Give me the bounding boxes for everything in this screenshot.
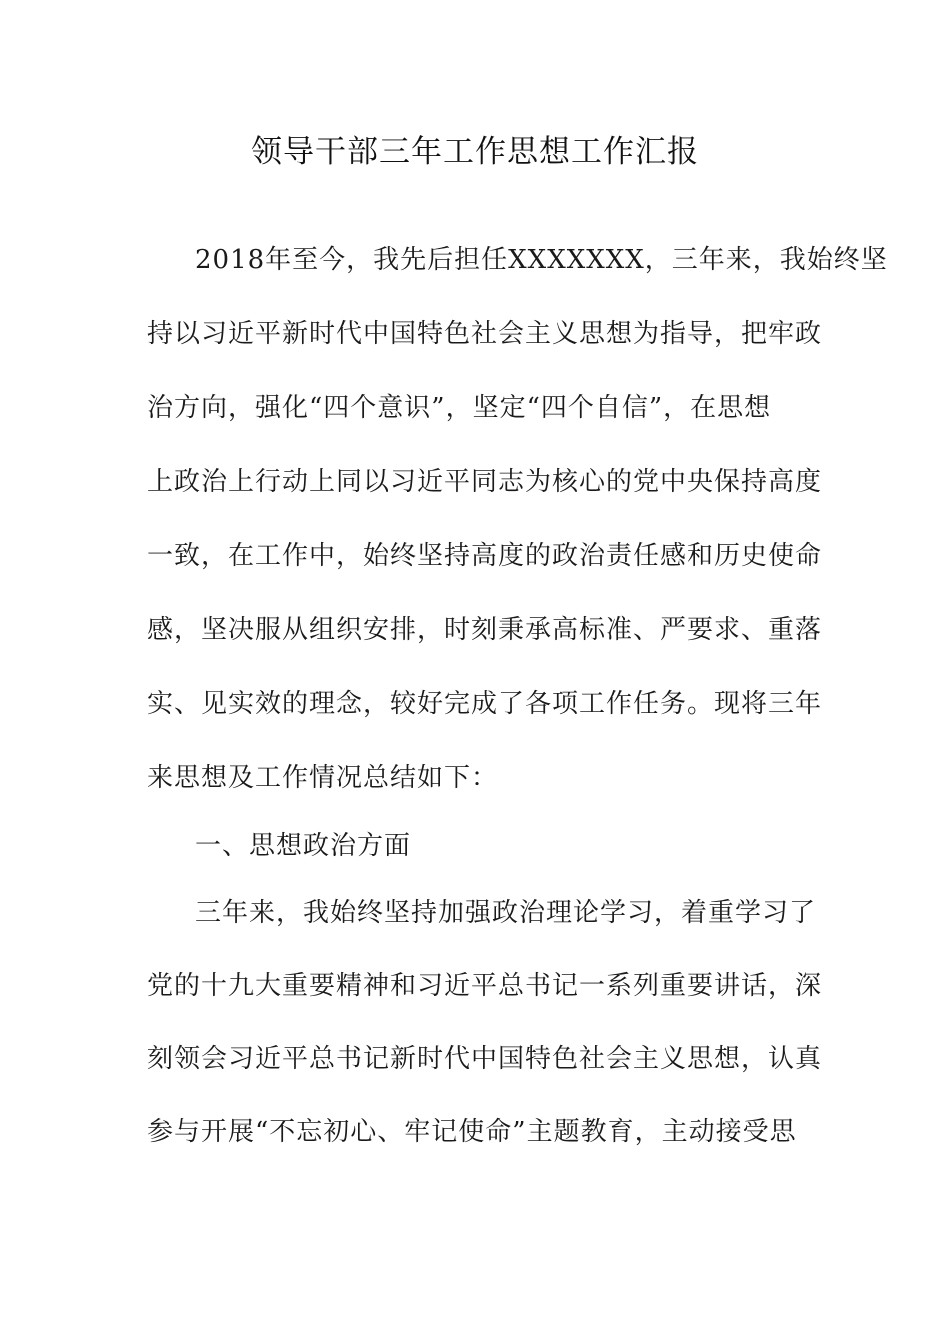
section-heading-1: 一、思想政治方面	[195, 831, 412, 861]
paragraph-1-line-7: 实、见实效的理念，较好完成了各项工作任务。现将三年	[147, 689, 823, 719]
paragraph-1-line-3: 治方向，强化“四个意识”，坚定“四个自信”，在思想	[147, 393, 772, 423]
paragraph-2-line-4: 参与开展“不忘初心、牢记使命”主题教育，主动接受思	[147, 1117, 797, 1147]
paragraph-1-line-6: 感，坚决服从组织安排，时刻秉承高标准、严要求、重落	[147, 615, 823, 645]
paragraph-1-line-1: 2018年至今，我先后担任XXXXXXX，三年来，我始终坚	[195, 245, 888, 275]
paragraph-1-line-2: 持以习近平新时代中国特色社会主义思想为指导，把牢政	[147, 319, 823, 349]
paragraph-1-line-4: 上政治上行动上同以习近平同志为核心的党中央保持高度	[147, 467, 823, 497]
document-body	[147, 0, 888, 1344]
paragraph-1-line-8: 来思想及工作情况总结如下：	[147, 763, 499, 793]
paragraph-2-line-3: 刻领会习近平总书记新时代中国特色社会主义思想，认真	[147, 1044, 823, 1074]
paragraph-2-line-2: 党的十九大重要精神和习近平总书记一系列重要讲话，深	[147, 971, 823, 1001]
paragraph-1-line-5: 一致，在工作中，始终坚持高度的政治责任感和历史使命	[147, 541, 823, 571]
document-title: 领导干部三年工作思想工作汇报	[251, 134, 699, 170]
paragraph-2-line-1: 三年来，我始终坚持加强政治理论学习，着重学习了	[195, 898, 817, 928]
